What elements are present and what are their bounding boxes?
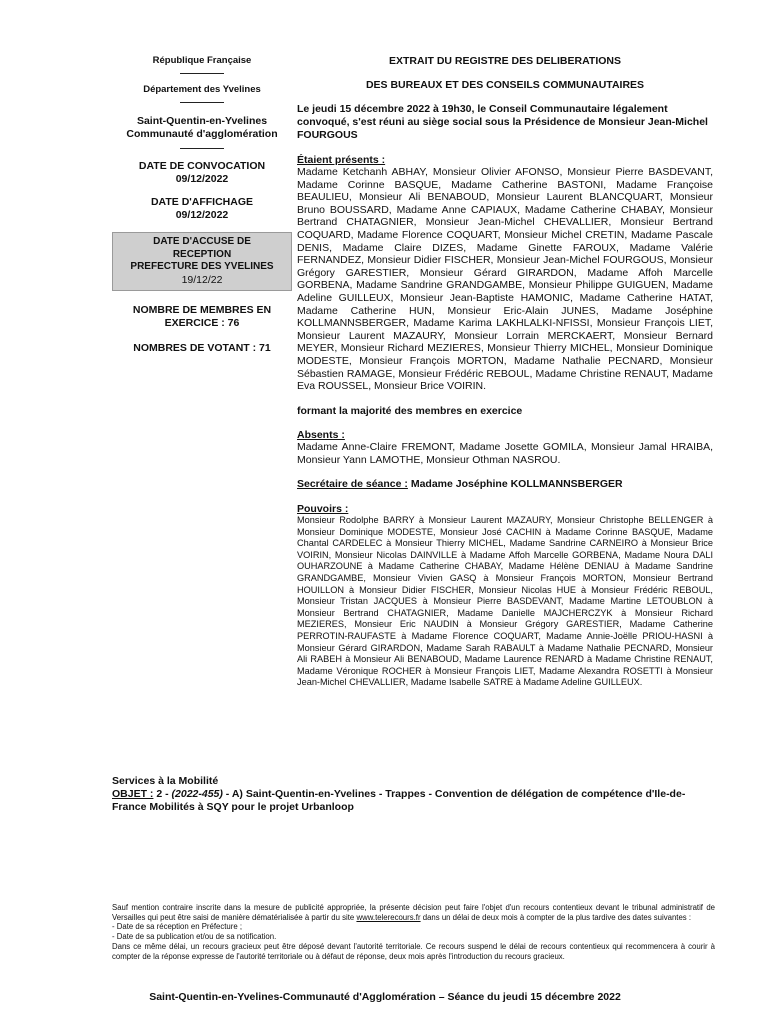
collectivite-name	[112, 115, 292, 141]
votants-count: NOMBRES DE VOTANT : 71	[133, 342, 271, 354]
session-intro: Le jeudi 15 décembre 2022 à 19h30, le Conseil Communautaire légalement convoqué, s'est réuni au siège social sous la Présidence de Monsieur Jean-Michel FOURGOUS	[297, 103, 708, 141]
legal-notice-line1: - Date de sa réception en Préfecture ;	[112, 922, 243, 932]
legal-notice-intro	[112, 903, 715, 922]
republique-label: République Française	[152, 55, 252, 66]
register-subtitle: DES BUREAUX ET DES CONSEILS COMMUNAUTAIRES	[365, 79, 645, 91]
departement-label: Département des Yvelines	[143, 84, 261, 95]
service-name: Services à la Mobilité	[112, 775, 219, 787]
telerecours-link[interactable]: www.telerecours.fr	[356, 912, 421, 922]
secretaire-label: Secrétaire de séance :	[297, 478, 408, 491]
right-column	[297, 55, 713, 689]
page-footer: Saint-Quentin-en-Yvelines-Communauté d'Agglomération – Séance du jeudi 15 décembre 2022	[149, 991, 621, 1003]
membres-line1: NOMBRE DE MEMBRES EN	[132, 304, 272, 316]
divider	[180, 73, 224, 74]
accuse-date: 19/12/22	[181, 273, 223, 286]
accuse-line1: DATE D'ACCUSE DE	[153, 236, 251, 247]
convocation-label: DATE DE CONVOCATION	[138, 160, 266, 172]
presents-list: Madame Ketchanh ABHAY, Monsieur Olivier AFONSO, Monsieur Pierre BASDEVANT, Madame Corinne BASQUE, Madame Catherine BASTONI, Madame Françoise BEAULIEU, Monsieur Ali BENABOUD, Monsieur Laurent BLANCQUART, Monsieur Bruno BOUSSARD, Madame Anne CAPIAUX, Madame Catherine CHABAY, Monsieur Bertrand CHATAGNIER, Monsieur Jean-Michel CHEVALLIER, Monsieur Bertrand COQUARD, Madame Florence COQUART, Monsieur Michel CRETIN, Madame Pascale DENIS, Madame Claire DIZES, Madame Ginette FAROUX, Madame Valérie FERNANDEZ, Monsieur Didier FISCHER, Monsieur Jean-Michel FOURGOUS, Monsieur Grégory GARESTIER, Monsieur Gérard GIRARDON, Madame Affoh Marcelle GORBENA, Madame Sandrine GRANDGAMBE, Monsieur Philippe GUIGUEN, Madame Adeline GUILLEUX, Monsieur Jean-Baptiste HAMONIC, Madame Catherine HATAT, Madame Catherine HUN, Monsieur Eric-Alain JUNES, Madame Joséphine KOLLMANNSBERGER, Madame Karima LAKHLALKI-NFISSI, Monsieur François LIET, Monsieur Laurent MAZAURY, Monsieur Lorrain MERCKAERT, Monsieur Bernard MEYER, Monsieur Richard MEZIERES, Monsieur Thierry MICHEL, Monsieur Dominique MODESTE, Monsieur François MORTON, Madame Nathalie PECNARD, Monsieur Sébastien RAMAGE, Monsieur Frédéric REBOUL, Madame Christine RENAUT, Madame Eva ROUSSEL, Monsieur Brice VOIRIN.	[297, 166, 713, 393]
collectivite-line2: Communauté d'agglomération	[126, 128, 278, 140]
secretaire-line	[297, 478, 713, 491]
membres-block	[112, 304, 292, 330]
absents-section	[297, 429, 713, 466]
legal-notice-line3: Dans ce même délai, un recours gracieux peut être déposé devant l'autorité territoriale. Ce recours suspend le délai de recours contentieux qui recommencera à courir à compter de la réponse expresse de l'autorité territoriale ou à défaut de réponse, deux mois après l'introduction du recours gracieux.	[112, 941, 715, 961]
accuse-reception-box	[112, 232, 292, 291]
pouvoirs-section	[297, 503, 713, 689]
presents-section	[297, 154, 713, 393]
accuse-line3: PREFECTURE DES YVELINES	[130, 261, 274, 272]
affichage-label: DATE D'AFFICHAGE	[150, 196, 254, 208]
accuse-line2: RECEPTION	[172, 248, 232, 260]
membres-line2: EXERCICE : 76	[164, 317, 240, 329]
affichage-block	[112, 196, 292, 222]
legal-notice-part2: dans un délai de deux mois à compter de la plus tardive des dates suivantes :	[420, 912, 692, 922]
pouvoirs-heading: Pouvoirs :	[297, 503, 349, 516]
objet-number: 2 -	[153, 788, 172, 800]
absents-list: Madame Anne-Claire FREMONT, Madame Josette GOMILA, Monsieur Jamal HRAIBA, Monsieur Yann LAMOTHE, Monsieur Othman NASROU.	[297, 441, 713, 466]
left-column	[112, 55, 292, 355]
legal-notice-part1: Sauf mention contraire inscrite dans la mesure de publicité appropriée, la présente décision peut faire l'objet d'un recours contentieux devant le tribunal administratif de Versailles qui peut être saisi de manière dématérialisée à partir du site	[112, 903, 715, 922]
divider	[180, 102, 224, 103]
objet-line	[112, 788, 712, 814]
legal-notice	[112, 903, 715, 961]
objet-title: - A) Saint-Quentin-en-Yvelines - Trappes - Convention de délégation de compétence d'Ile-de-France Mobilités à SQY pour le projet Urbanloop	[112, 788, 686, 813]
legal-notice-line2: - Date de sa publication et/ou de sa notification.	[112, 932, 277, 942]
majorite-statement: formant la majorité des membres en exercice	[297, 404, 523, 417]
presents-heading: Étaient présents :	[297, 154, 386, 166]
secretaire-name: Madame Joséphine KOLLMANNSBERGER	[407, 478, 623, 491]
register-title: EXTRAIT DU REGISTRE DES DELIBERATIONS	[389, 55, 621, 67]
convocation-block	[112, 160, 292, 186]
objet-block	[112, 775, 712, 814]
objet-label: OBJET :	[112, 788, 154, 800]
affichage-date: 09/12/2022	[175, 209, 229, 221]
pouvoirs-list: Monsieur Rodolphe BARRY à Monsieur Laurent MAZAURY, Monsieur Christophe BELLENGER à Monsieur Dominique MODESTE, Monsieur José CACHIN à Madame Corinne BASQUE, Madame Chantal CARDELEC à Monsieur Thierry MICHEL, Madame Sandrine CARNEIRO à Monsieur Brice VOIRIN, Monsieur Nicolas DAINVILLE à Madame Affoh Marcelle GORBENA, Madame Noura DALI OUHARZOUNE à Madame Catherine CHABAY, Madame Hélène DENIAU à Madame Sandrine GRANDGAMBE, Monsieur Vivien GASQ à Monsieur François MORTON, Monsieur Bertrand HOUILLON à Monsieur Didier FISCHER, Monsieur Nicolas HUE à Monsieur Frédéric REBOUL, Monsieur Tristan JACQUES à Monsieur Pierre BASDEVANT, Madame Martine LETOUBLON à Monsieur Bertrand CHATAGNIER, Madame Danielle MAJCHERCZYK à Monsieur Richard MEZIERES, Monsieur Eric NAUDIN à Monsieur Grégory GARESTIER, Madame Catherine PERROTIN-RAUFASTE à Madame Florence COQUART, Madame Annie-Joëlle PRIOU-HASNI à Monsieur Gérard GIRARDON, Madame Sarah RABAULT à Madame Nathalie PECNARD, Monsieur Ali RABEH à Monsieur Ali BENABOUD, Madame Laurence RENARD à Madame Christine RENAUT, Madame Véronique ROCHER à Monsieur François LIET, Madame Alexandra ROSETTI à Monsieur Jean-Michel CHEVALLIER, Madame Isabelle SATRE à Madame Adeline GUILLEUX.	[297, 515, 713, 688]
absents-heading: Absents :	[297, 429, 345, 442]
divider	[180, 148, 224, 149]
convocation-date: 09/12/2022	[175, 173, 229, 185]
collectivite-line1: Saint-Quentin-en-Yvelines	[136, 115, 268, 127]
objet-ref: (2022-455)	[171, 788, 223, 800]
